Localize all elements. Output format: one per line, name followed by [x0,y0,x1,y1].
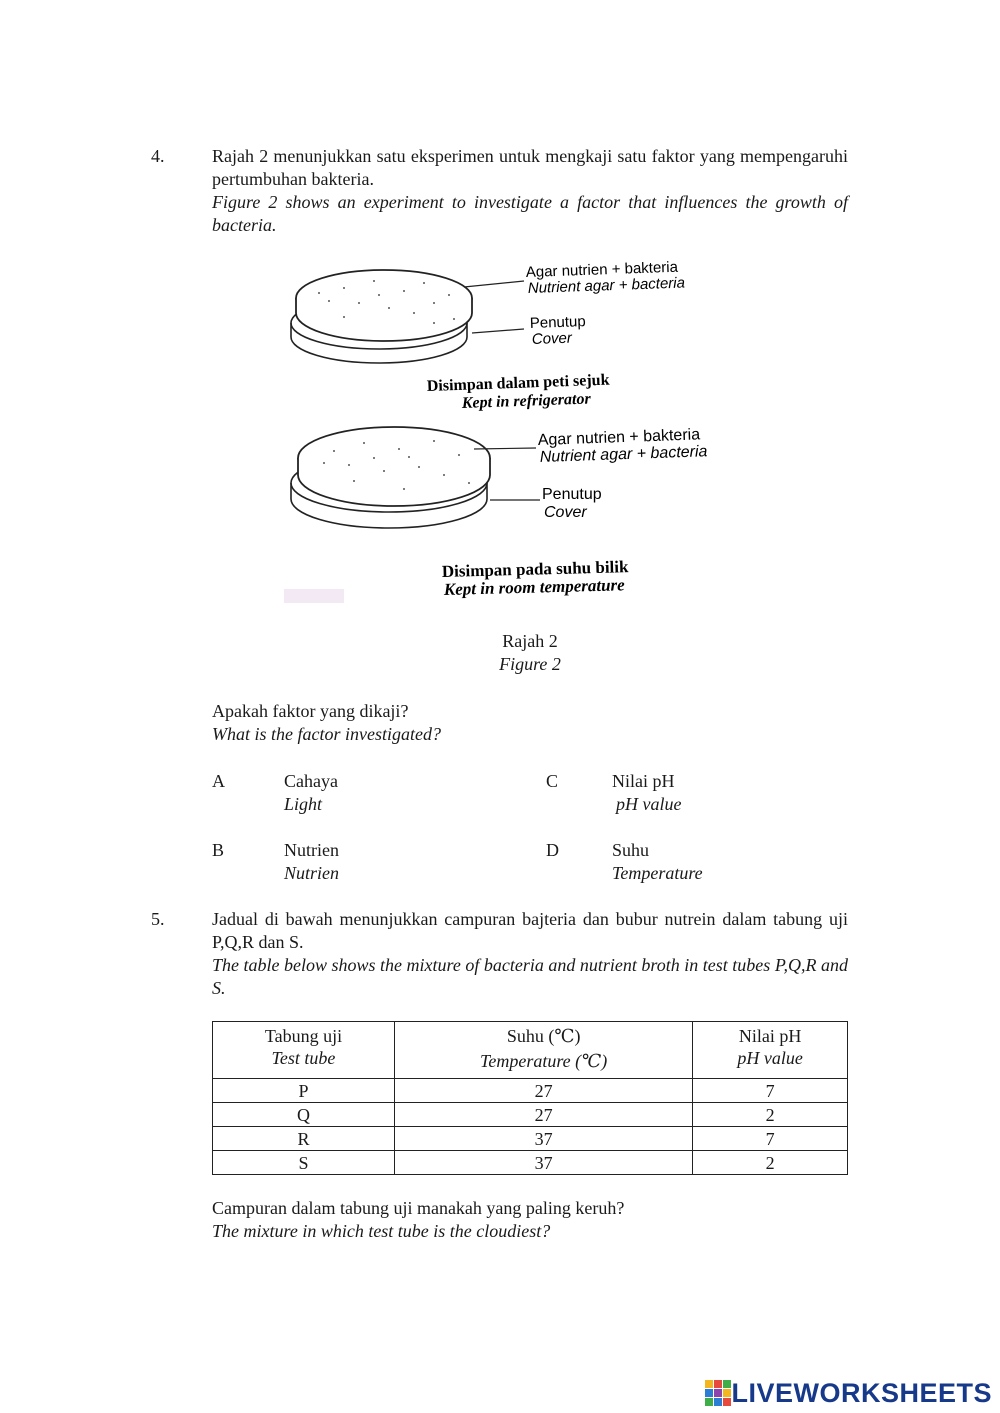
cell-temperature: 27 [394,1103,692,1127]
dish1-label-cover-en: Cover [531,329,573,348]
question-4-prompt-ms: Apakah faktor yang dikaji? [212,701,409,721]
question-4-stem-en: Figure 2 shows an experiment to investigate a factor that influences the growth of bacteria. [212,192,848,235]
dish2-label-agar-ms: Agar nutrien + bakteria [537,426,701,449]
cell-tube: S [213,1151,395,1175]
option-c-ms: Nilai pH [612,771,675,791]
petri-dish-room-temperature [291,427,540,528]
question-4-stem [212,145,848,237]
question-5-stem-en: The table below shows the mixture of bacteria and nutrient broth in test tubes P,Q,R and S. [212,955,848,998]
option-a-letter[interactable]: A [212,771,225,791]
cell-ph: 2 [693,1151,848,1175]
option-c-en: pH value [616,794,682,814]
table-row [213,1127,848,1151]
header-temperature-en: Temperature (℃) [480,1051,608,1071]
dish2-label-agar-en: Nutrient agar + bacteria [539,443,708,466]
figure-2-petri-dishes [284,253,774,605]
question-5-stem-ms: Jadual di bawah menunjukkan campuran bajteria dan bubur nutrein dalam tabung uji P,Q,R dan S. [212,909,848,952]
option-d-en: Temperature [612,863,703,883]
question-4-number: 4. [151,146,165,166]
table-header-row [213,1022,848,1079]
figure-2-caption [430,630,630,676]
dish2-caption-ms: Disimpan pada suhu bilik [441,557,629,581]
cell-temperature: 37 [394,1151,692,1175]
cell-ph: 7 [693,1079,848,1103]
header-test-tube-en: Test tube [271,1048,336,1068]
header-ph [693,1022,848,1079]
photo-edge-tint [284,589,344,603]
question-5-prompt-ms: Campuran dalam tabung uji manakah yang paling keruh? [212,1198,625,1218]
question-5-prompt [212,1197,624,1243]
header-temperature-ms: Suhu (℃) [506,1026,581,1046]
petri-dish-refrigerator [291,270,524,363]
option-b-letter[interactable]: B [212,840,225,860]
cell-temperature: 37 [394,1127,692,1151]
dish2-label-cover-ms: Penutup [542,486,602,503]
option-d-ms: Suhu [612,840,650,860]
liveworksheets-logo-text: LIVEWORKSHEETS [731,1377,992,1408]
figure-caption-ms: Rajah 2 [502,631,558,651]
dish1-label-agar-en: Nutrient agar + bacteria [527,274,686,297]
question-5-prompt-en: The mixture in which test tube is the cloudiest? [212,1221,551,1241]
cell-ph: 2 [693,1103,848,1127]
question-4-prompt-en: What is the factor investigated? [212,724,441,744]
option-b-ms: Nutrien [284,840,339,860]
option-a-en: Light [284,794,323,814]
question-4-stem-ms: Rajah 2 menunjukkan satu eksperimen untuk mengkaji satu faktor yang mempengaruhi pertumbuhan bakteria. [212,146,848,189]
table-row [213,1151,848,1175]
dish1-label-agar-ms: Agar nutrien + bakteria [525,258,679,281]
cell-tube: R [213,1127,395,1151]
dish2-caption-en: Kept in room temperature [443,575,625,599]
header-ph-en: pH value [737,1048,803,1068]
option-a[interactable] [284,770,484,816]
option-c[interactable] [612,770,812,816]
figure-caption-en: Figure 2 [499,654,561,674]
cell-tube: Q [213,1103,395,1127]
option-b[interactable] [284,839,484,885]
option-a-ms: Cahaya [284,771,338,791]
header-temperature [394,1022,692,1079]
cell-ph: 7 [693,1127,848,1151]
dish1-caption-ms: Disimpan dalam peti sejuk [426,371,610,395]
question-5-number: 5. [151,909,165,929]
cell-tube: P [213,1079,395,1103]
liveworksheets-logo-icon [705,1380,731,1406]
header-ph-ms: Nilai pH [738,1026,802,1046]
cell-temperature: 27 [394,1079,692,1103]
dish1-label-cover-ms: Penutup [529,313,586,332]
dish2-label-cover-en: Cover [544,504,587,521]
question-5-stem [212,908,848,1000]
option-b-en: Nutrien [284,863,340,883]
dish1-caption-en: Kept in refrigerator [461,390,591,412]
table-row [213,1079,848,1103]
header-test-tube-ms: Tabung uji [264,1026,343,1046]
test-tube-table [212,1021,848,1175]
option-d-letter[interactable]: D [546,840,559,860]
liveworksheets-logo [705,1378,992,1408]
option-d[interactable] [612,839,812,885]
table-row [213,1103,848,1127]
header-test-tube [213,1022,395,1079]
question-4-prompt [212,700,441,746]
option-c-letter[interactable]: C [546,771,559,791]
